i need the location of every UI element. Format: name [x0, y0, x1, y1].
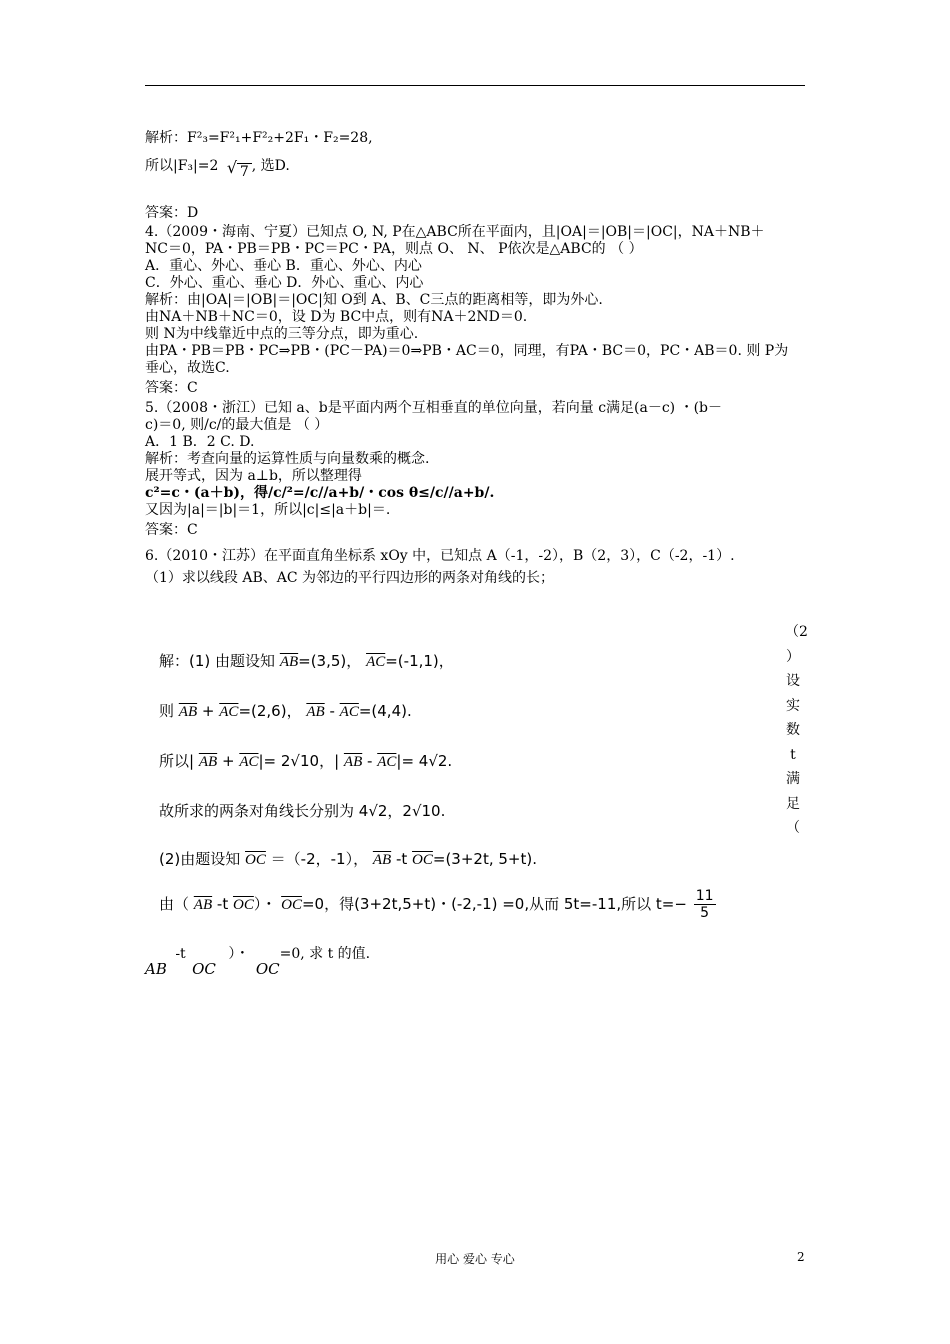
solution-line: 故所求的两条对角线长分别为 4√2，2√10. — [159, 802, 446, 820]
solution-line: 展开等式，因为 a⊥b，所以整理得 — [145, 468, 362, 484]
question-6-line: （1）求以线段 AB、AC 为邻边的平行四边形的两条对角线的长； — [145, 570, 555, 586]
page-footer: 用心 爱心 专心 — [435, 1252, 515, 1266]
question-5-line: c)＝0, 则/c/的最大值是 （ ） — [145, 417, 329, 433]
solution-line: 又因为|a|＝|b|＝1，所以|c|≤|a＋b|＝. — [145, 502, 391, 518]
vertical-char: （2 — [785, 624, 808, 640]
solution-line: 解析：由|OA|＝|OB|＝|OC|知 O到 A、B、C三点的距离相等，即为外心. — [145, 292, 603, 308]
text-span: =(4,4). — [358, 702, 412, 720]
text-span: -t — [395, 850, 408, 868]
vertical-char: 设 — [786, 673, 800, 689]
text-span: + — [201, 702, 215, 720]
solution-line: c²=c・(a＋b)，得/c/²=/c//a+b/・cos θ≤/c//a+b/. — [145, 485, 495, 501]
question-4-line: 4.（2009・海南、宁夏）已知点 O, N, P在△ABC所在平面内，且|OA|＝|OB|＝|OC|，NA＋NB＋ — [145, 224, 765, 240]
vector-oc: $\overline{OC}$ — [245, 852, 266, 868]
solution-line: 解析：考查向量的运算性质与向量数乘的概念. — [145, 451, 430, 467]
vector-oc: $\overline{OC}$ — [281, 897, 302, 913]
vertical-text-column — [785, 620, 808, 841]
solution-line: 由NA＋NB＋NC＝0，设 D为 BC中点，则有NA＋2ND＝0. — [145, 309, 528, 325]
text-span: 所以|F₃|=2 — [145, 158, 219, 174]
question-6-line: 6.（2010・江苏）在平面直角坐标系 xOy 中，已知点 A（-1，-2），B（2，3），C（-2，-1）. — [145, 548, 735, 564]
option-line: A．重心、外心、垂心 B．重心、外心、内心 — [145, 258, 422, 274]
solution-image — [145, 640, 785, 940]
text-line: 解析：F²₃=F²₁+F²₂+2F₁・F₂=28, — [145, 130, 373, 146]
vector-ac: $\overline{AC}$ — [377, 754, 397, 770]
text-span: ）・ — [228, 946, 250, 962]
answer-line: 答案：D — [145, 205, 199, 221]
vertical-char: t — [790, 746, 796, 763]
vector-oc: $\overline{OC}$ — [232, 897, 254, 913]
solution-line — [159, 650, 454, 671]
vector-ac: $\overline{AC}$ — [339, 704, 359, 720]
fraction-denominator: 5 — [700, 905, 710, 921]
solution-line — [159, 888, 716, 921]
text-span: 所以| — [159, 752, 195, 770]
vector-ab: $\overline{AB}$ — [372, 852, 392, 868]
text-span: |= 2√10，| — [258, 752, 340, 770]
solution-line — [159, 700, 412, 721]
vector-oc-label: OC — [192, 960, 216, 978]
vector-ab: $\overline{AB}$ — [178, 704, 198, 720]
vector-ab: $\overline{AB}$ — [198, 754, 218, 770]
question-6-tail — [145, 945, 371, 978]
text-span: =(-1,1)， — [385, 652, 454, 670]
text-span: =(3,5)， — [298, 652, 362, 670]
text-span: =0, 求 t 的值. — [279, 946, 371, 962]
vector-ab: $\overline{AB}$ — [279, 654, 299, 670]
text-line — [145, 157, 290, 180]
vector-ab: $\overline{AB}$ — [343, 754, 363, 770]
solution-line — [159, 750, 452, 771]
text-span: 由（ — [159, 895, 190, 913]
fraction-numerator: 11 — [695, 888, 714, 904]
option-line: A．1 B．2 C. D. — [145, 434, 255, 450]
question-4-line: NC＝0，PA・PB＝PB・PC＝PC・PA，则点 O、 N、 P依次是△ABC的 （ ） — [145, 241, 643, 257]
option-line: C．外心、重心、垂心 D．外心、重心、内心 — [145, 275, 424, 291]
header-rule — [145, 85, 805, 86]
vertical-char: （ — [786, 820, 800, 836]
question-5-line: 5.（2008・浙江）已知 a、b是平面内两个互相垂直的单位向量，若向量 c满足(a－c) ・(b－ — [145, 400, 723, 416]
sqrt-radicand: 7 — [239, 164, 249, 180]
text-span: |= 4√2. — [396, 752, 453, 770]
vertical-char: 足 — [786, 795, 800, 812]
vertical-char: 满 — [786, 771, 800, 787]
vector-ab-label: AB — [145, 960, 167, 978]
vertical-char: 数 — [786, 722, 800, 738]
vertical-char: ） — [786, 648, 800, 665]
vector-oc-label: OC — [255, 960, 280, 978]
text-span: - — [367, 752, 373, 770]
solution-line: 则 N为中线靠近中点的三等分点，即为重心. — [145, 326, 419, 342]
text-span: =(3+2t, 5+t). — [432, 850, 537, 868]
fraction — [694, 888, 716, 921]
text-span: 则 — [159, 702, 175, 720]
text-span: (2)由题设知 — [159, 850, 241, 868]
vector-ac: $\overline{AC}$ — [239, 754, 259, 770]
text-span: 解：(1) 由题设知 — [159, 652, 276, 670]
text-span: -t — [175, 946, 186, 962]
vector-ab: $\overline{AB}$ — [306, 704, 325, 720]
text-span: ＝（-2，-1）， — [270, 850, 369, 868]
text-span: =(2,6)， — [238, 702, 302, 720]
solution-line: 由PA・PB＝PB・PC⇒PB・(PC－PA)＝0⇒PB・AC＝0，同理，有PA・BC＝0，PC・AB＝0. 则 P为 — [145, 343, 789, 359]
text-span: + — [221, 752, 235, 770]
page-number: 2 — [797, 1250, 805, 1264]
answer-line: 答案：C — [145, 522, 198, 538]
text-span: =0，得(3+2t,5+t)・(-2,-1) =0,从而 5t=-11,所以 t=− — [301, 895, 687, 913]
text-span: -t — [216, 895, 229, 913]
text-span: ）・ — [253, 895, 277, 913]
vector-ac: $\overline{AC}$ — [366, 654, 386, 670]
solution-line — [159, 848, 537, 869]
answer-line: 答案：C — [145, 380, 198, 396]
vertical-char: 实 — [786, 697, 800, 714]
sqrt-expression: √ 7 — [237, 163, 252, 180]
solution-line: 垂心，故选C. — [145, 360, 230, 376]
vector-ab: $\overline{AB}$ — [193, 897, 213, 913]
vector-ac: $\overline{AC}$ — [219, 704, 239, 720]
vector-oc: $\overline{OC}$ — [412, 852, 433, 868]
text-span: , 选D. — [251, 158, 290, 174]
text-span: - — [329, 702, 335, 720]
